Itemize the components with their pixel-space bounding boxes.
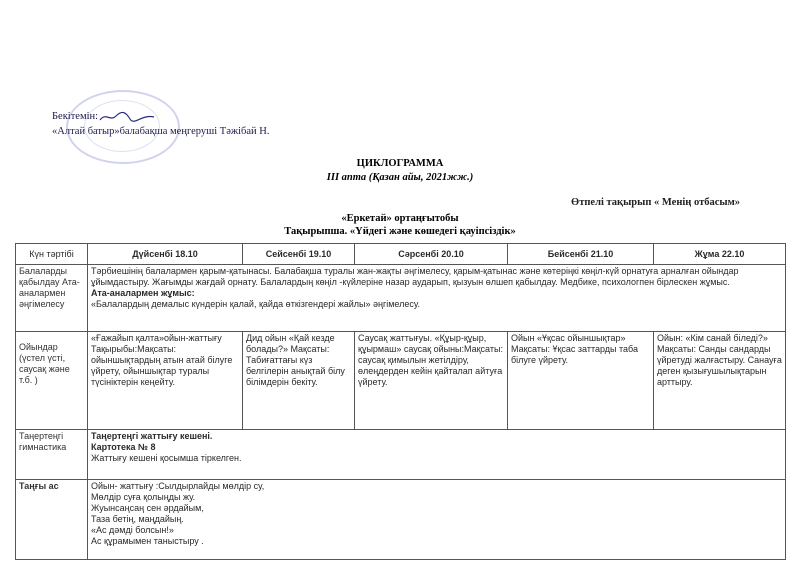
table-row xyxy=(16,430,786,480)
parents-work-text: «Балалардың демалыс күндерін қалай, қайда өткізгендері жайлы» әңгімелесу. xyxy=(91,299,420,309)
schedule-table xyxy=(15,243,786,560)
breakfast-line: Ас құрамымен таныстыру . xyxy=(91,536,204,546)
parents-work-title: Ата-аналармен жұмыс: xyxy=(91,288,195,298)
cell-monday: «Ғажайып қалта»ойын-жаттығу Тақырыбы:Мақсаты: ойыншықтардың атын атай білуге үйрету, ойыншықтар туралы түсініктерін кеңейту. xyxy=(88,332,243,430)
row-content xyxy=(88,265,786,332)
column-header: Сейсенбі 19.10 xyxy=(243,244,355,265)
theme-line: Өтпелі тақырып « Менің отбасым» xyxy=(571,197,740,208)
reception-text: Тәрбиешінің балалармен қарым-қатынасы. Балабақша туралы жан-жақты әңгімелесу, қарым-қатынас және көтеріңкі көңіл-күй орнатуға арналған ойындар ұйымдастыру. Жағымды жағдай орнату. Балалардың көңіл -күйлеріне назар аударып, қызуын өлшеп қабылдау. Медбике, психологпен бірлескен жұмыс. xyxy=(91,266,739,287)
group-name: «Еркетай» ортаңғытобы xyxy=(341,213,459,224)
gymnastics-title: Таңертеңгі жаттығу кешені. xyxy=(91,431,213,441)
gymnastics-card: Картотека № 8 xyxy=(91,442,156,452)
row-label: Таңғы ас xyxy=(16,480,88,560)
column-header: Күн тәртібі xyxy=(16,244,88,265)
row-label: Таңертеңгі гимнастика xyxy=(16,430,88,480)
row-content xyxy=(88,480,786,560)
column-header: Дүйсенбі 18.10 xyxy=(88,244,243,265)
table-row xyxy=(16,332,786,430)
column-header: Сәрсенбі 20.10 xyxy=(355,244,508,265)
breakfast-line: Таза бетің, маңдайың. xyxy=(91,514,184,524)
row-content xyxy=(88,430,786,480)
topic-line: Тақырыпша. «Үйдегі және көшедегі қауіпсіздік» xyxy=(284,226,516,237)
breakfast-line: Жуынсаңсаң сен әрдайым, xyxy=(91,503,204,513)
breakfast-line: Мөлдір суға қолыңды жу. xyxy=(91,492,196,502)
gymnastics-text: Жаттығу кешені қосымша тіркелген. xyxy=(91,453,242,463)
approval-head: «Алтай батыр»балабақша меңгеруші Тәжібай Н. xyxy=(52,126,270,137)
signature xyxy=(98,110,156,124)
breakfast-line: Ойын- жаттығу :Сылдырлайды мөлдір су, xyxy=(91,481,265,491)
row-label: Ойындар (үстел үсті, саусақ және т.б. ) xyxy=(16,332,88,430)
cell-thursday: Ойын «Ұқсас ойыншықтар» Мақсаты: Ұқсас заттарды таба білуге үйрету. xyxy=(508,332,654,430)
column-header: Жұма 22.10 xyxy=(654,244,786,265)
breakfast-line: «Ас дәмді болсын!» xyxy=(91,525,174,535)
cell-tuesday: Дид ойын «Қай кезде болады?» Мақсаты: Табиғаттағы күз белгілерін анықтай білу білімдерін бекіту. xyxy=(243,332,355,430)
cell-wednesday: Саусақ жаттығуы. «Құыр-құыр, құырмаш» саусақ ойыны:Мақсаты: саусақ қимылын жетілдіру, өлеңдерден кейін қайталап айтуға үйрету. xyxy=(355,332,508,430)
cell-friday: Ойын: «Кім санай біледі?» Мақсаты: Санды сандарды үйретуді жалғастыру. Санауға деген қызығушылықтарын арттыру. xyxy=(654,332,786,430)
approval-label: Бекітемін: xyxy=(52,111,99,122)
column-header: Бейсенбі 21.10 xyxy=(508,244,654,265)
table-row xyxy=(16,265,786,332)
row-label: Балаларды қабылдау Ата-аналармен әңгімелесу xyxy=(16,265,88,332)
document-subtitle: ІІІ апта (Қазан айы, 2021жж.) xyxy=(326,172,474,183)
document-title: ЦИКЛОГРАММА xyxy=(356,158,444,169)
table-row xyxy=(16,480,786,560)
table-header-row xyxy=(16,244,786,265)
